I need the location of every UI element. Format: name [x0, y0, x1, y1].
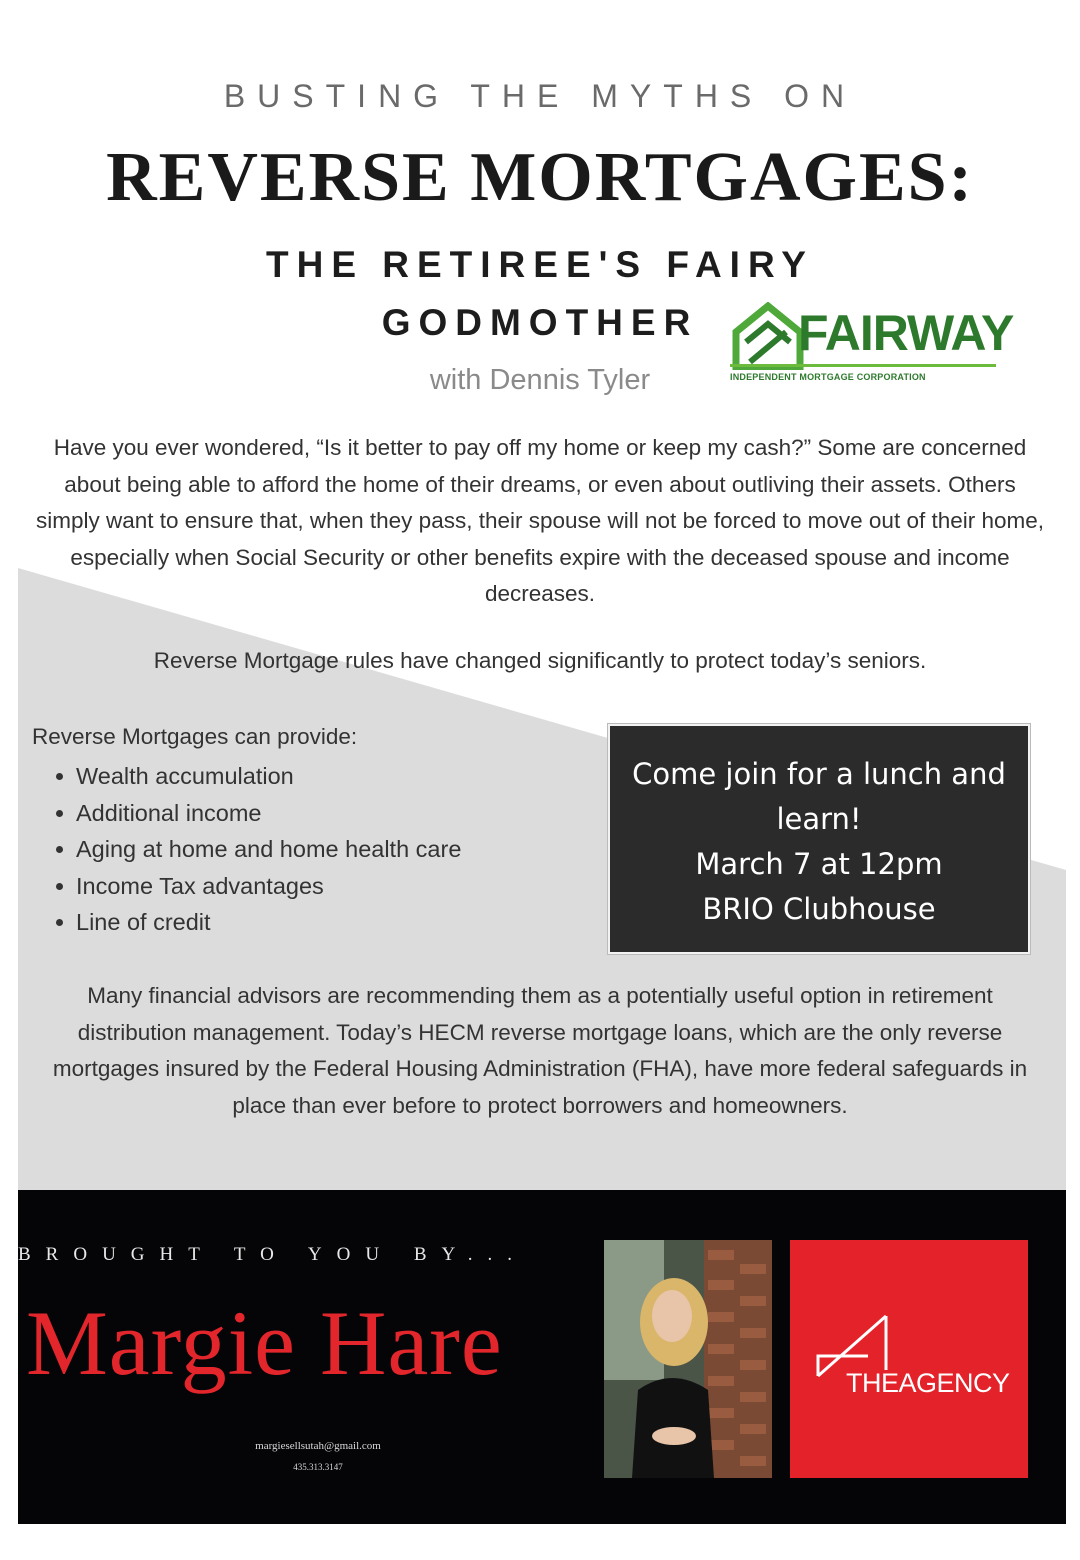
event-callout [608, 724, 1030, 954]
event-invite-line-2: learn! [776, 802, 862, 836]
list-item: Wealth accumulation [54, 758, 461, 795]
bottom-margin [0, 1524, 1080, 1560]
brought-by-label: BROUGHT TO YOU BY... [18, 1244, 528, 1265]
agent-phone: 435.313.3147 [293, 1462, 343, 1472]
house-icon [732, 302, 804, 370]
agent-email: margiesellsutah@gmail.com [255, 1440, 381, 1452]
fairway-logo [728, 300, 1014, 392]
intro-paragraph: Have you ever wondered, “Is it better to pay off my home or keep my cash?” Some are concerned about being able to afford the home of their dreams, or even about outliving their assets. Others simply want to ensure that, when they pass, their spouse will not be forced to move out of their home, especially when Social Security or other benefits expire with the deceased spouse and income decreases. [35, 435, 1045, 606]
rules-statement: Reverse Mortgage rules have changed significantly to protect today’s seniors. [153, 648, 927, 673]
footer-banner [18, 1190, 1066, 1524]
list-item: Income Tax advantages [54, 868, 461, 905]
list-item: Aging at home and home health care [54, 831, 461, 868]
list-item: Line of credit [54, 904, 461, 941]
agent-name: Margie Hare [26, 1292, 503, 1394]
event-location: BRIO Clubhouse [702, 892, 936, 926]
fairway-tagline: INDEPENDENT MORTGAGE CORPORATION [730, 372, 926, 382]
fairway-wordmark: FAIRWAY [798, 305, 1014, 361]
logo-divider [730, 364, 996, 367]
page-title: REVERSE MORTGAGES: [106, 139, 974, 216]
event-invite-line: Come join for a lunch and [632, 757, 1006, 791]
list-item: Additional income [54, 795, 461, 832]
agent-photo-image [604, 1240, 772, 1478]
benefits-heading: Reverse Mortgages can provide: [32, 724, 358, 749]
presenter-name: with Dennis Tyler [429, 364, 651, 396]
closing-paragraph: Many financial advisors are recommending them as a potentially useful option in retirement distribution management. Today’s HECM reverse mortgage loans, which are the only reverse mortgages insured by the Federal Housing Administration (FHA), have more federal safeguards in place than ever before to protect borrowers and homeowners. [52, 983, 1028, 1118]
agency-wordmark: THEAGENCY [846, 1368, 1010, 1398]
agent-photo [604, 1240, 772, 1478]
event-date: March 7 at 12pm [695, 847, 943, 881]
subtitle: THE RETIREE'S FAIRY GODMOTHER [266, 244, 814, 343]
the-agency-logo [790, 1240, 1028, 1478]
benefits-list [54, 758, 461, 941]
eyebrow-text: BUSTING THE MYTHS ON [223, 78, 857, 114]
